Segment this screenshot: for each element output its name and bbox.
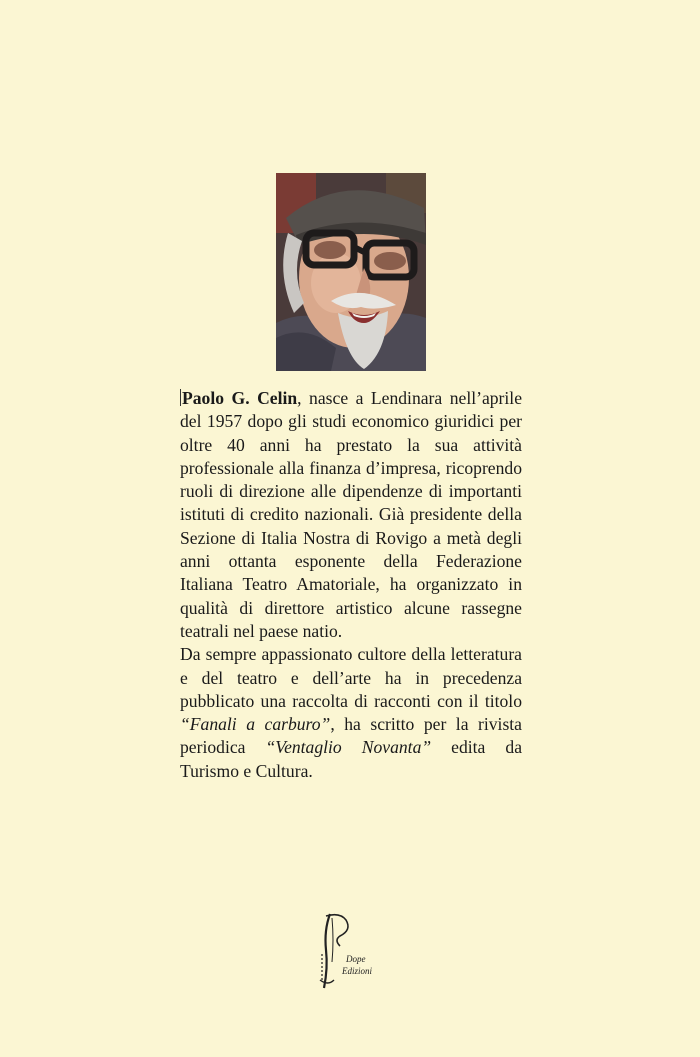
author-portrait-image [276, 173, 426, 371]
bio-paragraph-1-text: , nasce a Lendinara nell’aprile del 1957 dopo gli studi economico giuridici per oltre 40 anni ha prestato la sua attività professionale alla finanza d’impresa, ricoprendo ruoli di direzione alle dipendenze di importanti istituti di credito nazionali. Già presidente della Sezione di Italia Nostra di Rovigo a metà degli anni ottanta esponente della Federazione Italiana Teatro Amatoriale, ha organizzato in qualità di direttore artistico alcune rassegne teatrali nel paese natio. [180, 388, 522, 641]
bio-paragraph-2-text-a: Da sempre appassionato cultore della letteratura e del teatro e dell’arte ha in precedenza pubblicato una raccolta di racconti con il titolo [180, 644, 522, 711]
author-name: Paolo G. Celin [182, 388, 298, 408]
bio-paragraph-1 [180, 387, 522, 643]
publisher-logo-mark [318, 910, 386, 992]
magazine-title: “Ventaglio Novanta” [265, 737, 432, 758]
bio-paragraph-2 [180, 643, 522, 783]
book-title: “Fanali a carburo” [180, 714, 331, 735]
publisher-logo-line1: Dope [346, 954, 366, 964]
bio-paragraph-2-text-b: , ha scritto per la rivista periodica [180, 714, 522, 758]
bio-paragraph-2-text-c: edita da Turismo e Cultura. [180, 737, 522, 781]
author-biography [180, 387, 522, 783]
publisher-logo-line2: Edizioni [342, 966, 373, 976]
author-photo [276, 173, 426, 371]
publisher-logo [318, 910, 386, 992]
text-cursor [180, 389, 181, 406]
